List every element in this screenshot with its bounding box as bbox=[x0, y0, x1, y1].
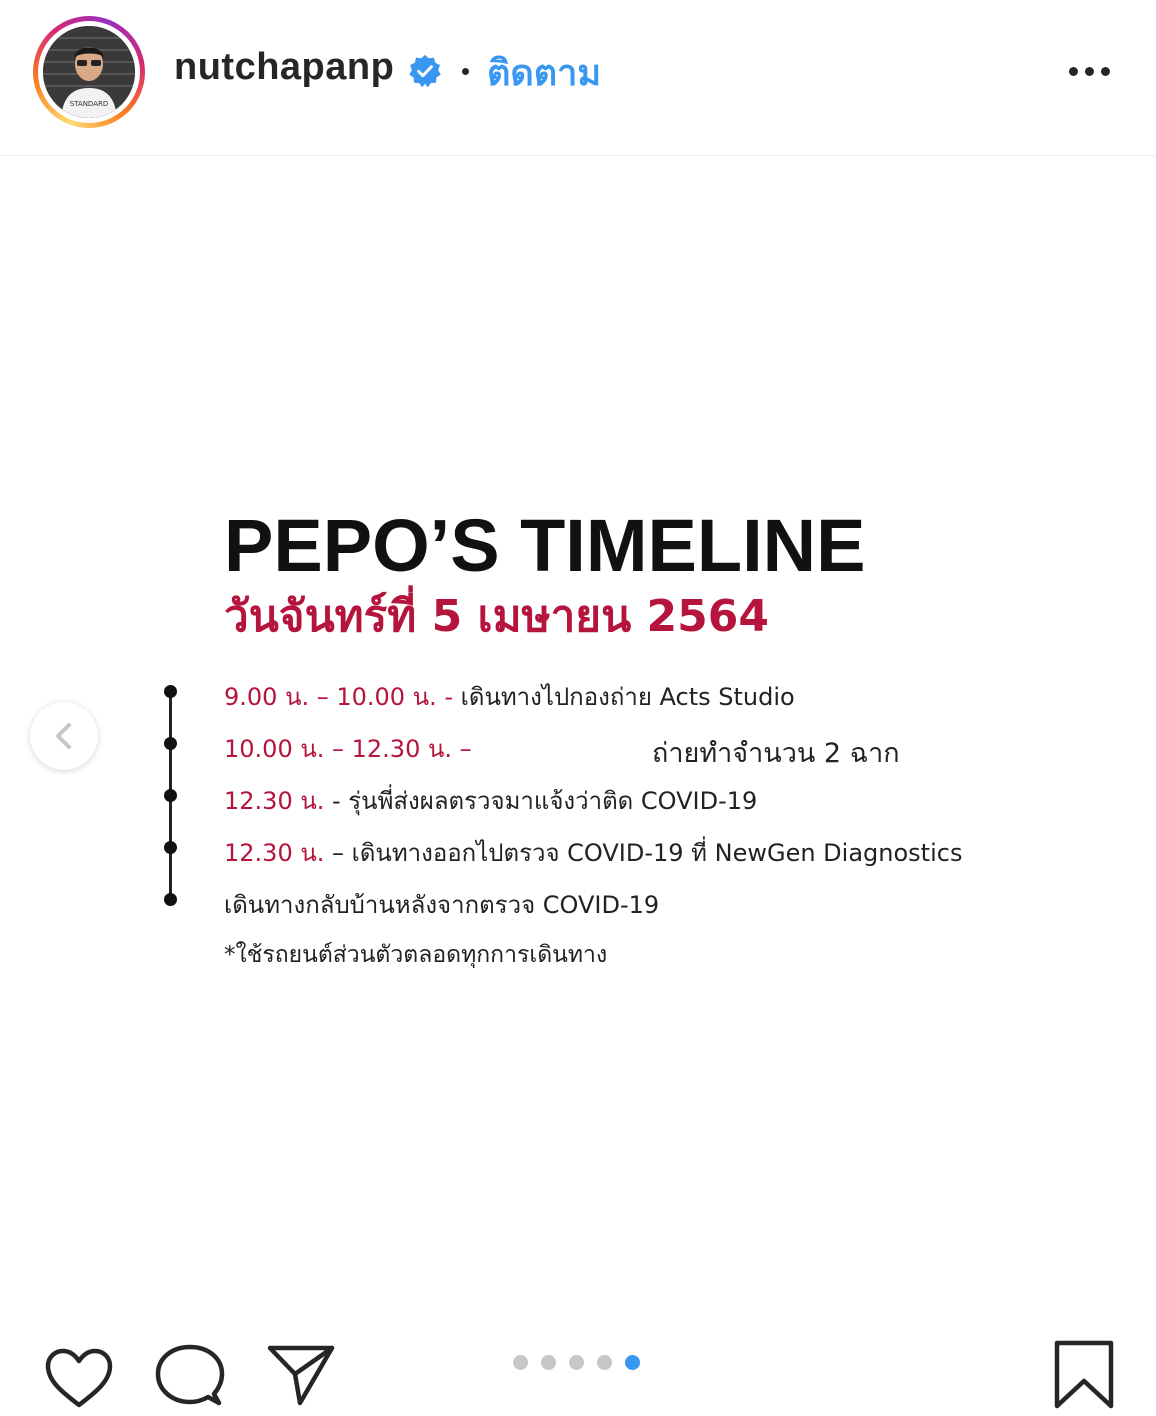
separator-dot bbox=[462, 68, 469, 75]
avatar-shirt-text: STANDARD bbox=[69, 100, 109, 108]
timeline-time: 12.30 น. bbox=[224, 787, 325, 815]
timeline-row bbox=[224, 781, 757, 820]
timeline-row2-right-text: ถ่ายทำจำนวน 2 ฉาก bbox=[652, 738, 900, 769]
timeline-dot bbox=[164, 685, 177, 698]
post-header bbox=[0, 0, 1156, 156]
verified-badge-icon bbox=[408, 54, 442, 88]
timeline-row bbox=[224, 677, 795, 716]
paper-plane-icon[interactable] bbox=[266, 1343, 336, 1407]
timeline-row bbox=[224, 885, 659, 924]
timeline-row bbox=[224, 833, 962, 872]
post-title: PEPO’S TIMELINE bbox=[224, 504, 866, 587]
timeline-note: *ใช้รถยนต์ส่วนตัวตลอดทุกการเดินทาง bbox=[224, 942, 608, 968]
action-bar bbox=[0, 1317, 1156, 1416]
carousel-dot-active bbox=[625, 1355, 640, 1370]
post-image[interactable] bbox=[0, 157, 1156, 1317]
carousel-indicator bbox=[513, 1355, 653, 1371]
timeline-time: 9.00 น. – 10.00 น. - bbox=[224, 683, 454, 711]
timeline-time: 12.30 น. bbox=[224, 839, 325, 867]
carousel-dot bbox=[597, 1355, 612, 1370]
carousel-dot bbox=[569, 1355, 584, 1370]
comment-bubble-icon[interactable] bbox=[155, 1343, 225, 1409]
follow-button[interactable]: ติดตาม bbox=[487, 53, 602, 94]
timeline-text: เดินทางไปกองถ่าย Acts Studio bbox=[453, 683, 795, 711]
timeline-dot bbox=[164, 789, 177, 802]
carousel-dot bbox=[513, 1355, 528, 1370]
timeline-text: – เดินทางออกไปตรวจ COVID-19 ที่ NewGen Diagnostics bbox=[324, 839, 963, 867]
avatar[interactable] bbox=[43, 26, 135, 118]
username[interactable]: nutchapanp bbox=[174, 46, 395, 88]
carousel-prev-button[interactable] bbox=[30, 702, 98, 770]
timeline-dot bbox=[164, 841, 177, 854]
timeline-row bbox=[224, 729, 472, 768]
timeline-dot bbox=[164, 737, 177, 750]
bookmark-icon[interactable] bbox=[1052, 1339, 1116, 1411]
story-ring[interactable] bbox=[33, 16, 145, 128]
timeline-time: 10.00 น. – 12.30 น. – bbox=[224, 735, 472, 763]
timeline-dot bbox=[164, 893, 177, 906]
heart-icon[interactable] bbox=[44, 1347, 114, 1409]
post-date: วันจันทร์ที่ 5 เมษายน 2564 bbox=[224, 591, 769, 642]
carousel-dot bbox=[541, 1355, 556, 1370]
timeline-text: เดินทางกลับบ้านหลังจากตรวจ COVID-19 bbox=[224, 891, 660, 919]
timeline-text: - รุ่นพี่ส่งผลตรวจมาแจ้งว่าติด COVID-19 bbox=[324, 787, 758, 815]
more-options-icon[interactable] bbox=[1066, 64, 1114, 80]
avatar-photo bbox=[43, 26, 135, 118]
chevron-left-icon bbox=[30, 702, 98, 770]
